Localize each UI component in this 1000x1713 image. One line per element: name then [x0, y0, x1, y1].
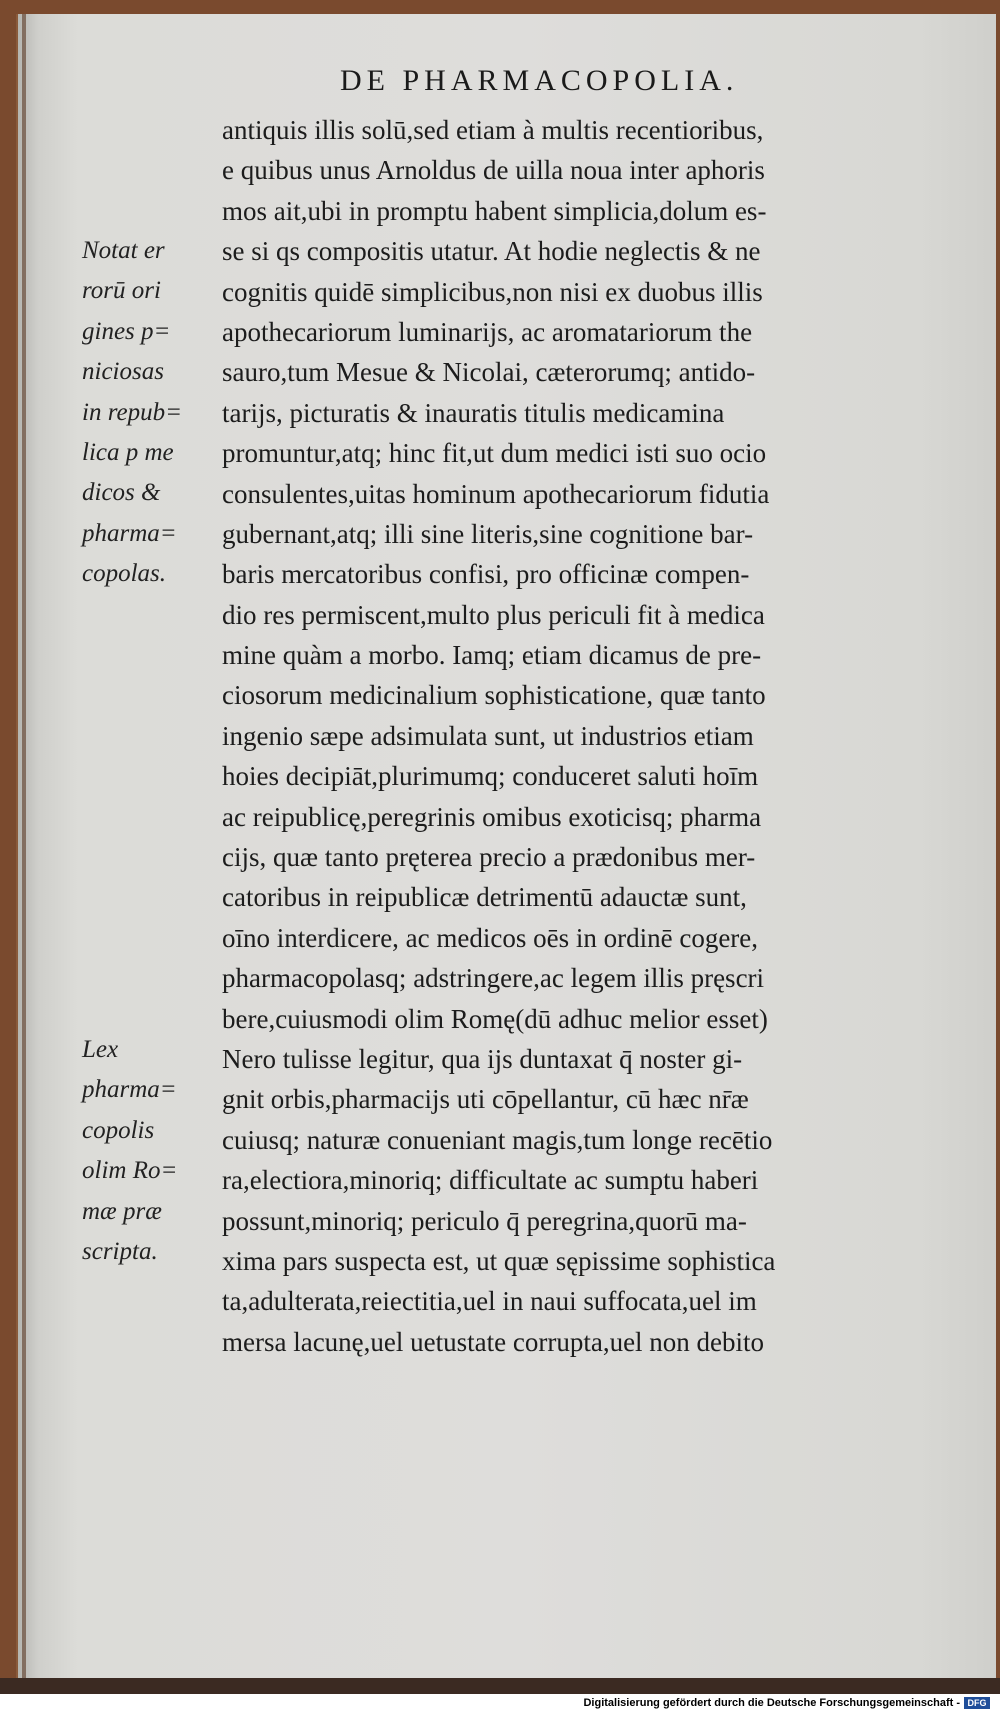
text-line: sauro,tum Mesue & Nicolai, cæterorumq; antido-	[222, 357, 756, 388]
text-line: cuiusq; naturæ conueniant magis,tum longe recētio	[222, 1124, 773, 1155]
margin-note-line: copolis	[82, 1116, 155, 1144]
text-line: se si qs compositis utatur. At hodie neglectis & ne	[222, 236, 761, 267]
text-line: oīno interdicere, ac medicos oēs in ordinē cogere,	[222, 922, 759, 953]
text-line: gubernant,atq; illi sine literis,sine cognitione bar-	[222, 518, 754, 549]
text-line: Nero tulisse legitur, qua ijs duntaxat q̄ noster gi-	[222, 1043, 743, 1074]
text-line: mos ait,ubi in promptu habent simplicia,dolum es-	[222, 195, 767, 226]
text-line: cijs, quæ tanto pręterea precio a prædonibus mer-	[222, 842, 756, 873]
margin-note-law	[82, 1030, 212, 1272]
scan-bottom-edge	[0, 1678, 1000, 1694]
funding-attribution: Digitalisierung gefördert durch die Deutsche Forschungsgemeinschaft -	[583, 1697, 960, 1709]
text-line: ac reipublicę,peregrinis omibus exoticisq; pharma	[222, 801, 762, 832]
text-line: ciosorum medicinalium sophisticatione, quæ tanto	[222, 680, 766, 711]
text-line: gnit orbis,pharmacijs uti cōpellantur, cū hæc nr̄æ	[222, 1084, 749, 1115]
text-line: mine quàm a morbo. Iamq; etiam dicamus de pre-	[222, 640, 762, 671]
text-line: pharmacopolasq; adstringere,ac legem illis pręscri	[222, 963, 765, 994]
margin-note-line: pharma=	[82, 519, 177, 547]
text-line: dio res permiscent,multo plus periculi fit à medica	[222, 599, 765, 630]
text-line: apothecariorum luminarijs, ac aromatariorum the	[222, 316, 753, 347]
margin-note-line: gines p=	[82, 317, 171, 345]
margin-note-line: dicos &	[82, 479, 161, 507]
running-head: DE PHARMACOPOLIA.	[340, 64, 739, 97]
margin-note-errors	[82, 231, 212, 595]
text-line: mersa lacunę,uel uetustate corrupta,uel non debito	[222, 1326, 765, 1357]
text-line: e quibus unus Arnoldus de uilla noua inter aphoris	[222, 155, 765, 186]
text-line: catoribus in reipublicæ detrimentū adauctæ sunt,	[222, 882, 747, 913]
margin-note-line: lica p me	[82, 438, 174, 466]
text-line: ingenio sæpe adsimulata sunt, ut industrios etiam	[222, 720, 754, 751]
text-line: possunt,minoriq; periculo q̄ peregrina,quorū ma-	[222, 1205, 747, 1236]
margin-note-line: scripta.	[82, 1237, 158, 1265]
text-line: cognitis quidē simplicibus,non nisi ex duobus illis	[222, 276, 763, 307]
main-text-block	[222, 110, 974, 1362]
margin-note-line: Lex	[82, 1036, 119, 1063]
margin-note-line: copolas.	[82, 560, 167, 588]
text-line: baris mercatoribus confisi, pro officinæ compen-	[222, 559, 750, 590]
margin-note-line: rorū ori	[82, 277, 161, 305]
text-line: hoies decipiāt,plurimumq; conduceret saluti hoīm	[222, 761, 759, 792]
text-line: xima pars suspecta est, ut quæ sępissime sophistica	[222, 1245, 776, 1276]
page-edge-shadow	[22, 14, 26, 1678]
text-line: tarijs, picturatis & inauratis titulis medicamina	[222, 397, 725, 428]
margin-note-line: niciosas	[82, 358, 164, 386]
text-line: bere,cuiusmodi olim Romę(dū adhuc melior esset)	[222, 1003, 768, 1034]
margin-note-line: pharma=	[82, 1076, 177, 1104]
text-line: consulentes,uitas hominum apothecariorum fidutia	[222, 478, 770, 509]
margin-note-line: Notat er	[82, 237, 165, 264]
margin-note-line: mæ præ	[82, 1197, 162, 1225]
text-line: ta,adulterata,reiectitia,uel in naui suffocata,uel im	[222, 1286, 757, 1317]
margin-note-line: in repub=	[82, 398, 182, 426]
dfg-logo-icon: DFG	[964, 1697, 990, 1709]
margin-note-line: olim Ro=	[82, 1157, 178, 1185]
text-line: ra,electiora,minoriq; difficultate ac sumptu haberi	[222, 1165, 759, 1196]
text-line: antiquis illis solū,sed etiam à multis recentioribus,	[222, 115, 764, 145]
text-line: promuntur,atq; hinc fit,ut dum medici isti suo ocio	[222, 438, 767, 469]
